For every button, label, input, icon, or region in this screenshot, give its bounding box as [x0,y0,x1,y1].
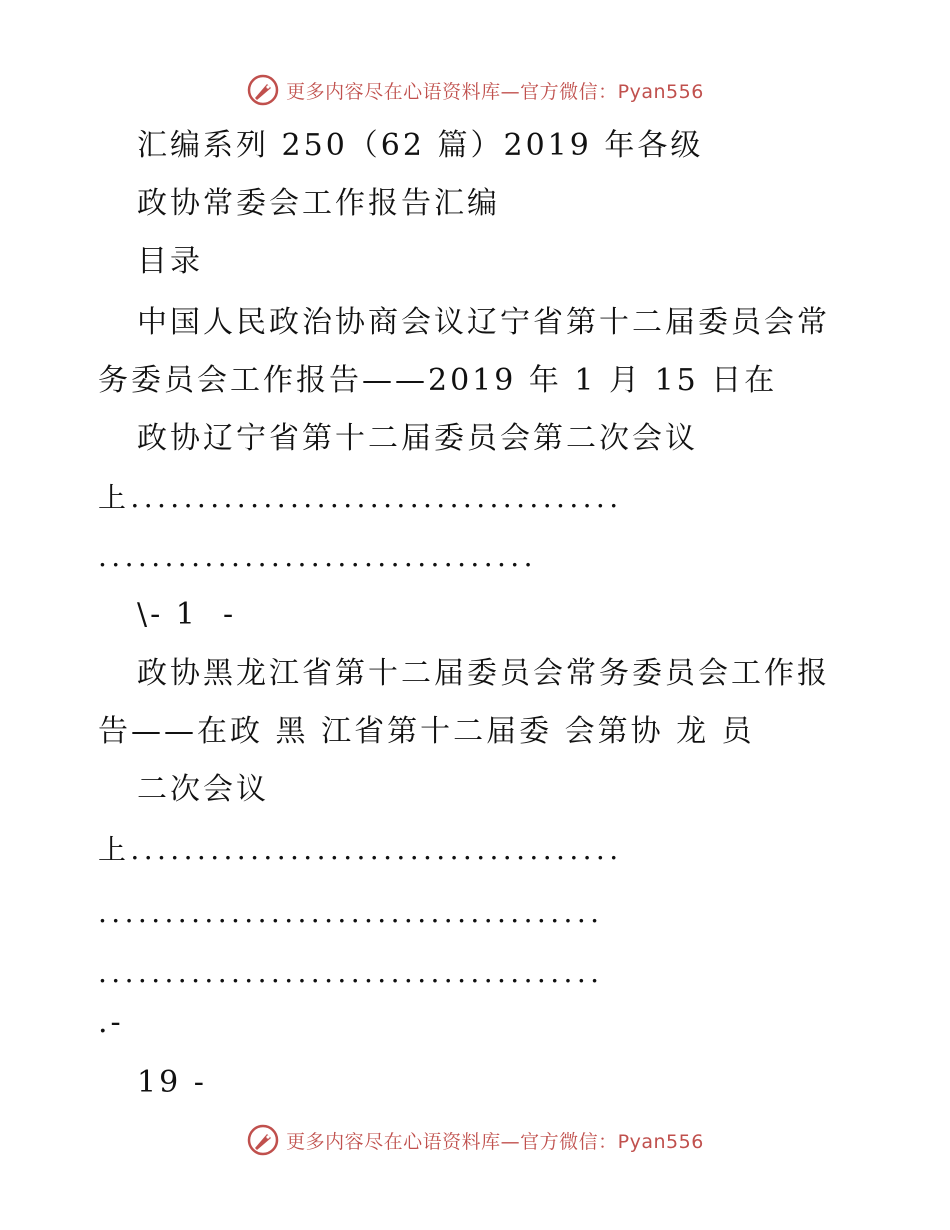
toc-entry-2-leader-2: ...................................... [98,896,604,929]
watermark-footer [0,1120,950,1160]
pen-nib-circle-icon [246,1123,280,1157]
toc-entry-2-leader-3: ...................................... [98,956,604,989]
watermark-header [0,70,950,110]
toc-entry-2-page: 19 - [137,1065,207,1100]
toc-entry-1-line-3: 政协辽宁省第十二届委员会第二次会议 [137,421,698,456]
toc-entry-1-leader-1: 上..................................... [98,481,623,514]
toc-entry-2-leader-4: .- [98,1005,124,1040]
toc-entry-2-line-2: 告——在政 黑 江省第十二届委 会第协 龙 员 [98,714,755,749]
toc-entry-1-line-2: 务委员会工作报告——2019 年 1 月 15 日在 [98,363,778,398]
toc-entry-2-line-3: 二次会议 [137,772,269,807]
pen-nib-circle-icon [246,73,280,107]
toc-entry-1-leader-2: ................................. [98,540,537,573]
toc-entry-2-leader-1: 上..................................... [98,833,623,866]
toc-entry-1-line-1: 中国人民政治协商会议辽宁省第十二届委员会常 [137,305,830,340]
toc-heading: 目录 [137,244,203,279]
title-line-2: 政协常委会工作报告汇编 [137,186,500,221]
watermark-text: 更多内容尽在心语资料库—官方微信：Pyan556 [286,80,704,103]
toc-entry-2-line-1: 政协黑龙江省第十二届委员会常务委员会工作报 [137,656,830,691]
watermark-text: 更多内容尽在心语资料库—官方微信：Pyan556 [286,1130,704,1153]
title-line-1: 汇编系列 250（62 篇）2019 年各级 [137,128,704,163]
toc-entry-1-page: \- 1 - [137,597,237,632]
